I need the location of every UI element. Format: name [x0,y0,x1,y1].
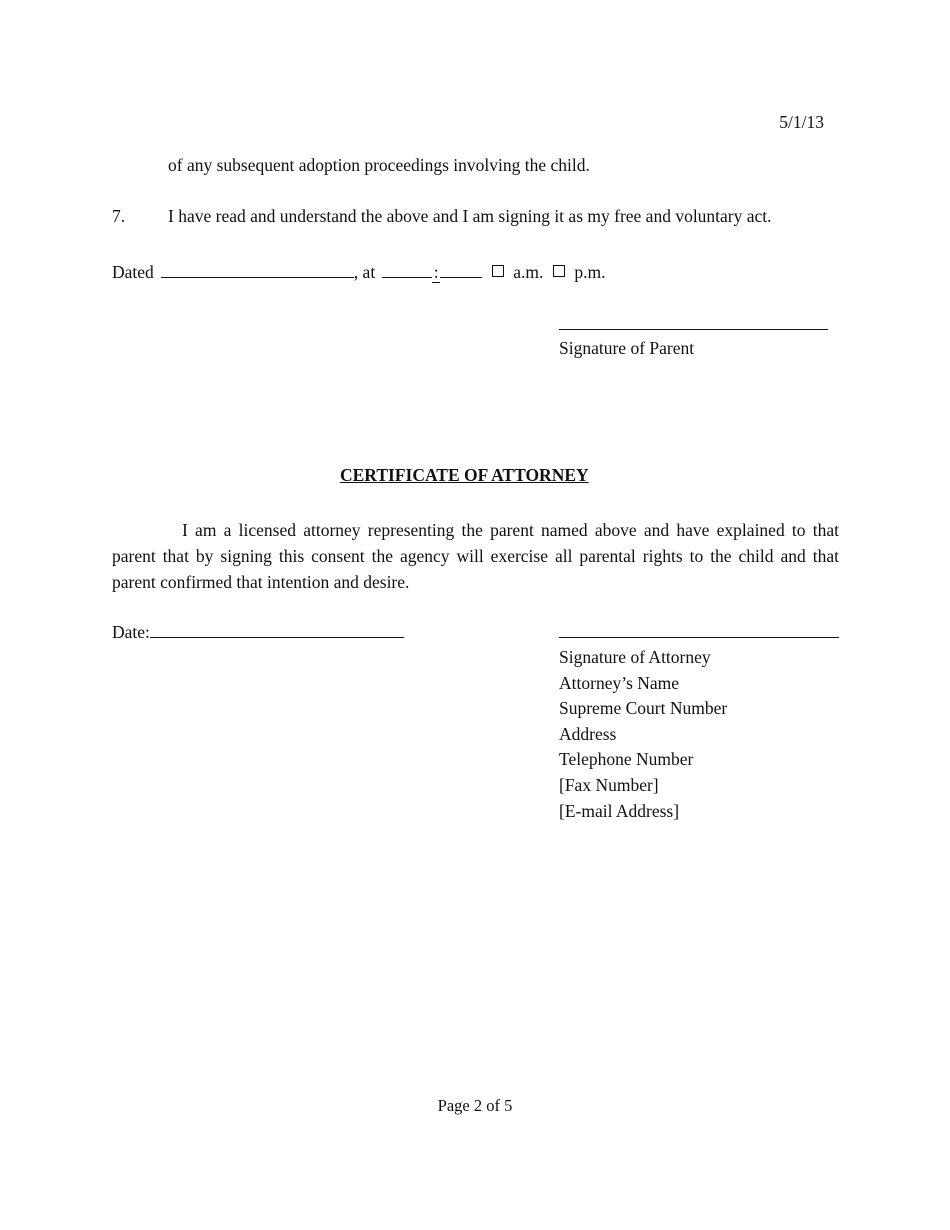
pm-label: p.m. [574,262,606,282]
attorney-signature-line[interactable] [559,636,839,638]
telephone-number-label: Telephone Number [559,749,694,770]
dated-label: Dated [112,262,154,282]
fax-number-label: [Fax Number] [559,774,659,795]
item-number: 7. [112,206,126,226]
email-address-label: [E-mail Address] [559,800,680,821]
certificate-title: CERTIFICATE OF ATTORNEY [340,465,589,485]
am-checkbox[interactable] [492,265,504,277]
at-label: , at [353,262,376,282]
attorney-name-label: Attorney’s Name [559,672,680,693]
continued-text: of any subsequent adoption proceedings involving the child. [168,155,590,175]
attorney-fields [559,645,727,824]
time-separator: : [433,262,439,282]
hour-blank-field[interactable] [382,261,432,278]
certificate-date-row [112,621,404,642]
supreme-court-number-label: Supreme Court Number [559,698,728,719]
pm-checkbox[interactable] [553,265,565,277]
address-label: Address [559,723,617,744]
certificate-date-blank-field[interactable] [150,621,404,638]
parent-signature-label: Signature of Parent [559,338,695,358]
certificate-date-label: Date: [112,622,150,642]
page-number: Page 2 of 5 [437,1096,513,1115]
attorney-signature-label: Signature of Attorney [559,647,711,667]
certificate-paragraph: I am a licensed attorney representing the parent named above and have explained to that parent that by signing this consent the agency will exercise all parental rights to the child and that parent confirmed that intention and desire. [112,520,839,592]
item-text: I have read and understand the above and I am signing it as my free and voluntary act. [168,206,772,226]
date-blank-field[interactable] [161,261,354,278]
revision-date: 5/1/13 [779,112,824,132]
dated-row [112,261,605,283]
parent-signature-line[interactable] [559,328,828,330]
am-label: a.m. [513,262,544,282]
minute-blank-field[interactable] [440,261,482,278]
